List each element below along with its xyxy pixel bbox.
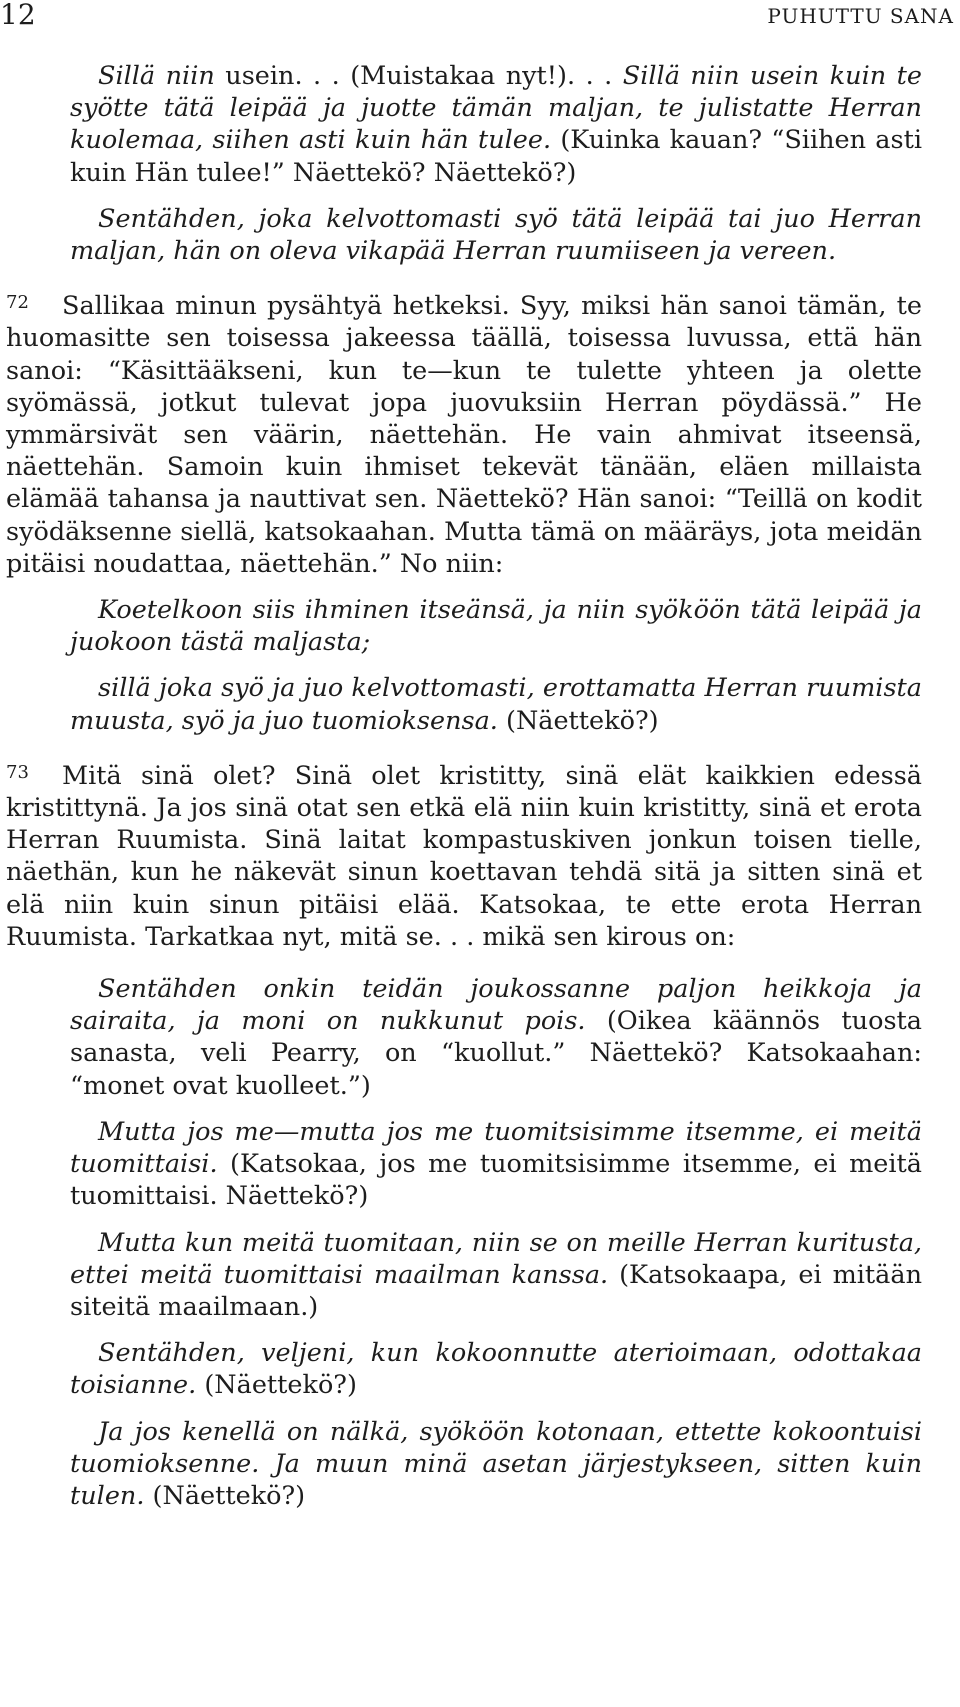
text-run: (Näettekö?) [144, 1480, 306, 1511]
running-title: PUHUTTU SANA [767, 4, 954, 28]
text-run: (Katsokaapa, ei mitään siteitä maailmaan.) [70, 1259, 922, 1322]
italic-text: Sentähden, joka kelvottomasti syö tätä leipää tai juo Herran maljan, hän on oleva vikapää Herran ruumiiseen ja vereen. [70, 203, 922, 267]
scripture-quote [6, 1337, 922, 1401]
scripture-quote [6, 594, 922, 658]
text-run: usein. . . (Muistakaa nyt!). . . [214, 61, 623, 91]
text-run: (Oikea käännös tuosta sanasta, veli Pearry, on “kuollut.” Näettekö? Katsokaahan: “monet ovat kuolleet.”) [70, 1006, 922, 1101]
scripture-quote [6, 60, 922, 189]
text-run: (Näettekö?) [196, 1370, 357, 1401]
italic-text: Sillä niin [98, 61, 215, 91]
italic-text: Sentähden, veljeni, kun kokoonnutte aterioimaan, odottakaa toisianne. [70, 1338, 922, 1401]
text-run: (Kuinka kauan? “Siihen asti kuin Hän tulee!” Näettekö? Näettekö?) [70, 125, 922, 188]
text-run: Mitä sinä olet? Sinä olet kristitty, sinä elät kaikkien edessä kristittynä. Ja jos sinä otat sen etkä elä niin kuin kristitty, sinä et erota Herran Ruumista. Sinä laitat kompastuskiven jonkun toisen tielle, näethän, kun he näkevät sinun koettavan tehdä sitä ja sitten sinä et elä niin kuin sinun pitäisi elää. Katsokaa, te ette erota Herran Ruumista. Tarkatkaa nyt, mitä se. . . mikä sen kirous on: [6, 760, 922, 952]
text-run: (Näettekö?) [497, 705, 659, 736]
scripture-quote [6, 973, 922, 1102]
italic-text: Koetelkoon siis ihminen itseänsä, ja niin syököön tätä leipää ja juokoon tästä maljasta; [70, 595, 922, 658]
scripture-quote [6, 1227, 922, 1324]
italic-text: sillä joka syö ja juo kelvottomasti, erottamatta Herran ruumista muusta, syö ja juo tuomioksensa. [70, 673, 922, 736]
scripture-quote [6, 203, 922, 267]
verse-paragraph [6, 287, 922, 580]
verse-number: 72 [6, 292, 29, 314]
text-run: Sallikaa minun pysähtyä hetkeksi. Syy, miksi hän sanoi tämän, te huomasitte sen toisessa jakeessa täällä, toisessa luvussa, että hän sanoi: “Käsittääkseni, kun te—kun te tulette yhteen ja olette syömässä, jotkut tulevat jopa juovuksiin Herran pöydässä.” He ymmärsivät sen väärin, näettehän. He vain ahmivat itseensä, näettehän. Samoin kuin ihmiset tekevät tänään, eläen millaista elämää tahansa ja nauttivat sen. Näettekö? Hän sanoi: “Teillä on kodit syödäksenne siellä, katsokaahan. Mutta tämä on määräys, jota meidän pitäisi noudattaa, näettehän.” No niin: [6, 291, 922, 579]
body-text [6, 60, 922, 1512]
scripture-quote [6, 1416, 922, 1513]
italic-text: Ja jos kenellä on nälkä, syököön kotonaan, ettette kokoontuisi tuomioksenne. Ja muun minä asetan järjestykseen, sitten kuin tulen. [70, 1416, 922, 1511]
page-number: 12 [0, 0, 36, 31]
italic-text: Mutta jos me—mutta jos me tuomitsisimme itsemme, ei meitä tuomittaisi. [70, 1116, 922, 1180]
italic-text: Sentähden onkin teidän joukossanne paljon heikkoja ja sairaita, ja moni on nukkunut pois. [70, 974, 922, 1037]
scripture-quote [6, 672, 922, 736]
italic-text: Sillä niin usein kuin te syötte tätä leipää ja juotte tämän maljan, te julistatte Herran kuolemaa, siihen asti kuin hän tulee. [70, 61, 922, 156]
italic-text: Mutta kun meitä tuomitaan, niin se on meille Herran kuritusta, ettei meitä tuomittaisi maailman kanssa. [70, 1227, 922, 1290]
verse-number: 73 [6, 761, 29, 783]
scripture-quote [6, 1116, 922, 1213]
verse-paragraph [6, 757, 922, 953]
text-run: (Katsokaa, jos me tuomitsisimme itsemme, ei meitä tuomittaisi. Näettekö?) [70, 1149, 922, 1212]
